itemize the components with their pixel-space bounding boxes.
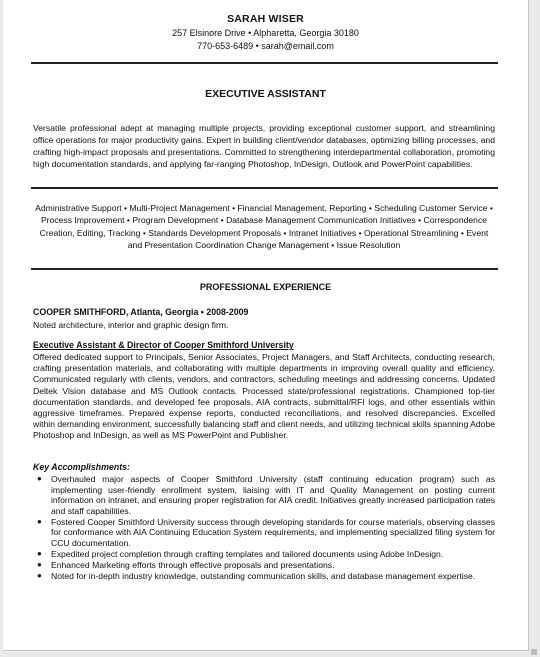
address-line: 257 Elsinore Drive • Alpharetta, Georgia 30180 xyxy=(172,28,359,38)
employer-description: Noted architecture, interior and graphic design firm. xyxy=(33,320,229,330)
list-item xyxy=(37,474,495,516)
employer-line: COOPER SMITHFORD, Atlanta, Georgia • 2008-2009 xyxy=(33,307,249,317)
accomplishment-text: Overhauled major aspects of Cooper Smithford University (staff continuing education program) such as implementing user-friendly enrollment system, liaising with IT and Quality Management on posting current information on intranet, and ensuring proper registration for AIA credit. Initiatives greatly increased participation rates and staff capabilities. xyxy=(51,474,495,516)
bullet-icon: ● xyxy=(37,474,42,483)
divider-top xyxy=(31,62,498,64)
duties-paragraph: Offered dedicated support to Principals, Senior Associates, Project Managers, and Staff Architects, conducting research, crafting presentation materials, and collaborating with multiple departments in improving overall quality and efficiency. Communicated regularly with clients, vendors, and contractors, scheduling meetings and addressing concerns. Updated Deltek Vision database and MS Outlook contacts. Processed state/professional registrations. Championed top-tier documentation standards, and developed fee proposals, AIA contracts, submittal/RFI logs, and other essentials within aggressive timeframes. Prepared expense reports, conducted reconciliations, and resolved discrepancies. Excelled within demanding environment, successfully balancing staff and client needs, and utilizing technical skills spanning Adobe Photoshop and InDesign, as well as MS PowerPoint and Publisher. xyxy=(33,352,495,441)
resume-page xyxy=(3,0,529,651)
candidate-name: SARAH WISER xyxy=(227,13,304,25)
list-item xyxy=(37,560,495,571)
bullet-icon: ● xyxy=(37,570,42,580)
accomplishments-heading: Key Accomplishments: xyxy=(33,462,130,472)
bullet-icon: ● xyxy=(37,548,42,558)
summary-paragraph: Versatile professional adept at managing multiple projects, providing exceptional customer support, and streamlining office operations for major productivity gains. Expert in building client/vendor databases, optimizing billing processes, and crafting high-impact proposals and presentations. Committed to strengthening interdepartmental collaboration, promoting high documentation standards, and applying far-ranging Photoshop, InDesign, Outlook and PowerPoint capabilities. xyxy=(33,123,495,169)
job-title: EXECUTIVE ASSISTANT xyxy=(205,88,326,100)
skills-list: Administrative Support • Multi-Project Management • Financial Management, Reporting • Scheduling Customer Service • Process Improvement • Program Development • Database Management Communication Initiatives • Correspondence Creation, Editing, Tracking • Standards Development Proposals • Intranet Initiatives • Operational Streamlining • Event and Presentation Coordination Change Management • Issue Resolution xyxy=(35,203,493,250)
accomplishment-text: Noted for in-depth industry knowledge, outstanding communication skills, and database management expertise. xyxy=(51,570,476,581)
experience-heading: PROFESSIONAL EXPERIENCE xyxy=(199,282,332,292)
bullet-icon: ● xyxy=(37,559,42,569)
divider-skills xyxy=(31,187,498,189)
divider-experience xyxy=(31,268,498,270)
list-item xyxy=(37,571,495,582)
accomplishment-text: Fostered Cooper Smithford University success through developing standards for course materials, observing classes for conformance with AIA Continuing Education System requirements, and implementing specialized filing system for CCU documentation. xyxy=(51,516,495,548)
role-title: Executive Assistant & Director of Cooper Smithford University xyxy=(33,340,294,350)
list-item xyxy=(37,549,495,560)
list-item xyxy=(37,517,495,549)
bullet-icon: ● xyxy=(37,516,42,526)
accomplishment-text: Expedited project completion through crafting templates and tailored documents using Adobe InDesign. xyxy=(51,548,444,559)
contact-line: 770-653-6489 • sarah@email.com xyxy=(197,41,334,51)
scrollbar-corner xyxy=(531,649,537,655)
accomplishments-list xyxy=(37,474,495,581)
accomplishment-text: Enhanced Marketing efforts through effective proposals and presentations. xyxy=(51,559,335,570)
